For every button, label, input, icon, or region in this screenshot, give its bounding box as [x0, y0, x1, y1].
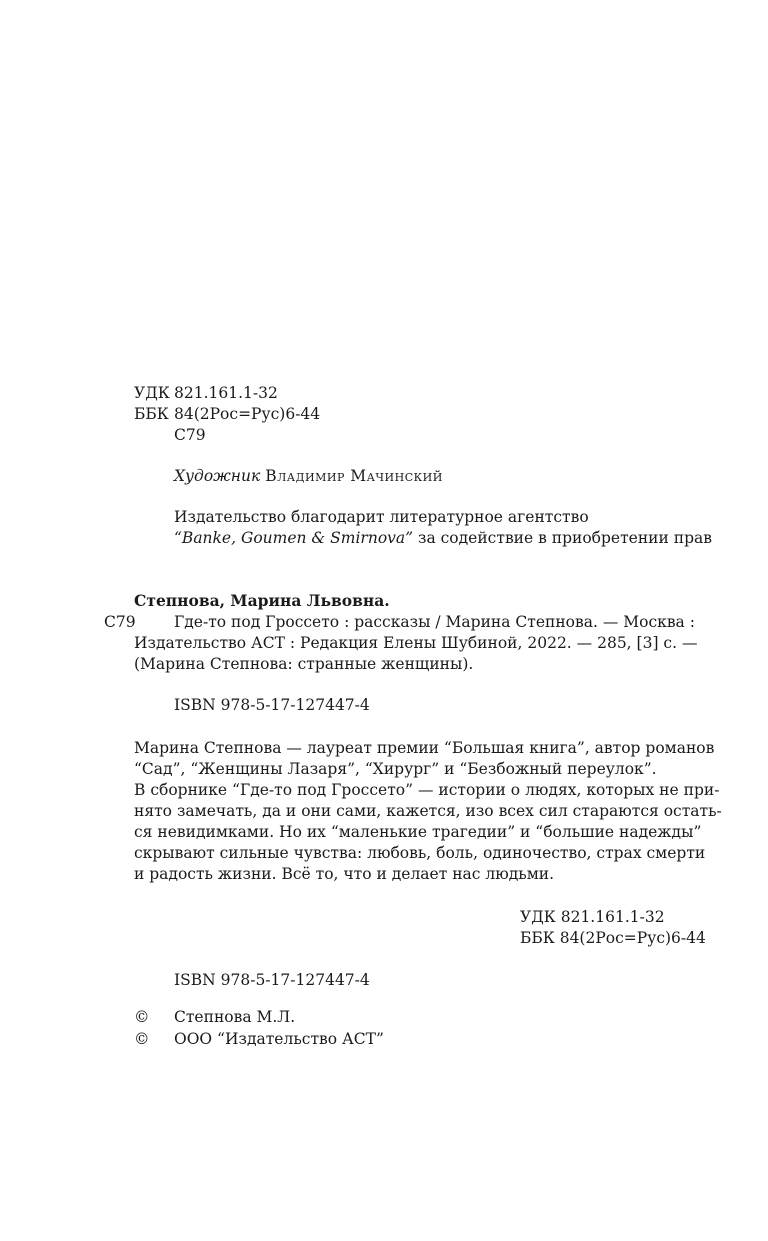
illustrator-role: Художник [174, 467, 261, 485]
copyright-publisher: ООО “Издательство АСТ” [174, 1030, 384, 1048]
bbk-line [134, 404, 320, 424]
copyright-symbol: © [134, 1030, 150, 1048]
illustrator-name: Владимир Мачинский [265, 467, 443, 485]
annotation-line-3: В сборнике “Где-то под Гроссето” — истории о людях, которых не при- [134, 781, 720, 799]
footer-udk: УДК 821.161.1-32 [520, 908, 665, 926]
author-heading: Степнова, Марина Львовна. [134, 591, 390, 610]
bbk-label: ББК [134, 405, 169, 423]
udk-value: 821.161.1-32 [174, 384, 278, 402]
author-mark: С79 [174, 426, 206, 444]
acknowledgement-line-1: Издательство благодарит литературное агентство [174, 508, 589, 526]
agency-name: “Banke, Goumen & Smirnova” [174, 529, 414, 547]
udk-label: УДК [134, 384, 170, 402]
annotation-line-1: Марина Степнова — лауреат премии “Большая книга”, автор романов [134, 739, 715, 757]
acknowledgement-line-2 [174, 528, 712, 548]
description-line-1: Где-то под Гроссето : рассказы / Марина Степнова. — Москва : [174, 613, 695, 631]
udk-line [134, 383, 278, 403]
annotation-line-6: скрывают сильные чувства: любовь, боль, одиночество, страх смерти [134, 844, 706, 862]
illustrator-line [174, 466, 443, 486]
description-line-2: Издательство АСТ : Редакция Елены Шубиной, 2022. — 285, [3] с. — [134, 634, 698, 652]
copyright-author: Степнова М.Л. [174, 1008, 296, 1026]
description-line-3: (Марина Степнова: странные женщины). [134, 655, 474, 673]
bbk-value: 84(2Рос=Рус)6-44 [174, 405, 321, 423]
footer-bbk: ББК 84(2Рос=Рус)6-44 [520, 929, 706, 947]
annotation-line-5: ся невидимками. Но их “маленькие трагедии” и “большие надежды” [134, 823, 702, 841]
card-isbn: ISBN 978-5-17-127447-4 [174, 696, 370, 714]
annotation-line-2: “Сад”, “Женщины Лазаря”, “Хирург” и “Безбожный переулок”. [134, 760, 657, 778]
annotation-line-4: нято замечать, да и они сами, кажется, изо всех сил стараются остать- [134, 802, 722, 820]
copyright-symbol: © [134, 1008, 150, 1026]
card-author-mark: С79 [104, 613, 136, 631]
annotation-line-7: и радость жизни. Всё то, что и делает нас людьми. [134, 865, 555, 883]
acknowledgement-rest: за содействие в приобретении прав [413, 529, 712, 547]
isbn-main: ISBN 978-5-17-127447-4 [174, 971, 370, 989]
